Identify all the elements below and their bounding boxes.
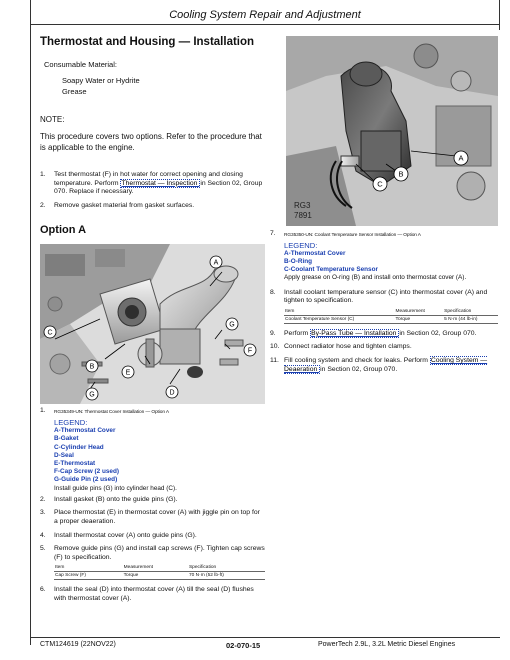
callout-a-label: A xyxy=(458,153,464,163)
spec-cell-specification: 5 N·m (44 lb-in) xyxy=(443,315,498,323)
callout-c-label: C xyxy=(377,179,383,189)
right-column xyxy=(270,36,498,379)
legend-item: G-Guide Pin (2 used) xyxy=(54,476,118,484)
bypass-tube-installation-link[interactable]: By-Pass Tube — Installation xyxy=(311,329,399,337)
step-5 xyxy=(40,545,265,562)
spec-cell-item: Coolant Temperature Sensor (C) xyxy=(284,315,395,323)
step-7 xyxy=(270,230,498,283)
plate-text-line2: 7891 xyxy=(294,211,312,220)
left-column xyxy=(40,36,265,609)
step-9 xyxy=(270,330,498,339)
consumable-label: Consumable Material: xyxy=(44,60,117,69)
footer-product: PowerTech 2.9L, 3.2L Metric Diesel Engines xyxy=(318,641,456,648)
step-text-pre: Test thermostat (F) in hot water for correct opening and closing temperature. Perform xyxy=(54,171,243,187)
step-text: Install coolant temperature sensor (C) into thermostat cover (A) and tighten to specification. xyxy=(284,288,488,305)
spec-header-item: Item xyxy=(54,564,123,572)
step-text-pre: Fill cooling system and check for leaks. Perform xyxy=(284,356,430,364)
step-text: Install the seal (D) into thermostat cover (A) till the seal (D) flushes with thermostat cover (A). xyxy=(54,586,254,602)
callout-g-lower-label: G xyxy=(89,391,95,399)
step-1-option-a xyxy=(40,407,265,492)
step-number: 1. xyxy=(40,171,46,178)
section-title: Thermostat and Housing — Installation xyxy=(40,36,255,48)
legend-title: LEGEND: xyxy=(284,240,318,250)
step-2-top xyxy=(40,202,265,211)
step-number: 3. xyxy=(40,509,46,517)
footer-doc-id: CTM124619 (22NOV22) xyxy=(40,641,116,648)
legend-item: A-Thermostat Cover xyxy=(54,427,116,435)
legend-item: B-O-Ring xyxy=(284,258,313,265)
spec-table-wrap xyxy=(270,308,498,324)
step-number: 9. xyxy=(270,329,276,337)
spec-header-measurement: Measurement xyxy=(395,308,444,316)
consumable-items: Soapy Water or Hydrite Grease xyxy=(62,76,140,96)
right-border xyxy=(499,0,500,30)
step-text xyxy=(284,357,498,374)
step-text-pre: Perform xyxy=(284,329,311,337)
callout-c-label: C xyxy=(47,329,53,337)
step-3 xyxy=(40,509,265,526)
step-text: Install guide pins (G) into cylinder head (C). xyxy=(54,484,177,492)
note-label: NOTE: xyxy=(40,115,65,124)
thermostat-cover-figure xyxy=(40,244,265,404)
page-header: Cooling System Repair and Adjustment xyxy=(169,9,361,21)
step-number: 4. xyxy=(40,531,46,539)
callout-d-label: D xyxy=(169,389,175,397)
legend-item: A-Thermostat Cover xyxy=(284,249,346,257)
step-10 xyxy=(270,343,498,352)
figure-caption: RG35350-UN: Coolant Temperature Sensor Installation — Option A xyxy=(284,233,421,238)
step-number: 5. xyxy=(40,545,46,553)
step-text: Install gasket (B) onto the guide pins (G). xyxy=(54,495,178,503)
legend xyxy=(284,242,498,283)
spec-cell-measurement: Torque xyxy=(123,572,188,580)
step-text-post: in Section 02, Group 070. xyxy=(320,365,398,373)
header-divider xyxy=(30,24,500,25)
step-2 xyxy=(40,496,265,505)
step-text: Remove guide pins (G) and install cap screws (F). Tighten cap screws (F) to specification. xyxy=(54,545,265,561)
footer-page-number: 02-070-15 xyxy=(226,641,261,650)
step-number: 7. xyxy=(270,230,276,237)
step-text: Place thermostat (E) in thermostat cover (A) with jiggle pin on top for a proper deaeration. xyxy=(54,509,260,525)
step-number: 6. xyxy=(40,586,46,594)
step-number: 2. xyxy=(40,201,46,209)
step-6 xyxy=(40,586,265,603)
legend xyxy=(54,419,265,493)
step-text: Install thermostat cover (A) onto guide pins (G). xyxy=(54,531,197,539)
step-number: 8. xyxy=(270,288,276,296)
legend-title: LEGEND: xyxy=(54,417,88,427)
spec-cell-item: Cap Screw (F) xyxy=(54,572,123,580)
callout-a-label: A xyxy=(213,259,219,267)
figure-caption: RG35349-UN: Thermostat Cover Installation — Option A xyxy=(54,410,169,416)
legend-item: E-Thermostat xyxy=(54,459,96,467)
callout-g-upper-label: G xyxy=(229,321,235,329)
step-number: 1. xyxy=(40,407,46,415)
step-text-post: in Section 02, Group 070. xyxy=(399,329,477,337)
cooling-system-deaeration-link[interactable]: Cooling System — Deaeration xyxy=(284,356,488,373)
callout-b-label: B xyxy=(398,169,404,179)
legend-item: D-Seal xyxy=(54,451,74,459)
step-number: 2. xyxy=(40,495,46,503)
coolant-sensor-figure xyxy=(286,36,498,226)
legend-item: C-Coolant Temperature Sensor xyxy=(284,266,378,274)
thermostat-inspection-link[interactable]: Thermostat — Inspection xyxy=(121,179,200,187)
option-a-heading: Option A xyxy=(40,224,87,237)
callout-e-label: E xyxy=(125,369,131,377)
spec-cell-measurement: Torque xyxy=(395,315,444,323)
spec-header-specification: Specification xyxy=(188,564,265,572)
legend-item: C-Cylinder Head xyxy=(54,443,104,451)
legend-item: F-Cap Screw (2 used) xyxy=(54,468,119,476)
step-text xyxy=(284,330,498,339)
callout-f-label: F xyxy=(247,347,253,355)
step-1-top xyxy=(40,171,265,197)
step-number: 10. xyxy=(270,343,280,351)
note-text: This procedure covers two options. Refer to the procedure that is applicable to the engine. xyxy=(40,132,262,152)
step-number: 11. xyxy=(270,356,279,364)
step-text-post: in Section 02, Group 070. Replace if necessary. xyxy=(54,179,263,196)
step-11 xyxy=(270,357,498,374)
spec-header-specification: Specification xyxy=(443,308,498,316)
sensor-spec-table xyxy=(284,308,498,324)
step-text: Remove gasket material from gasket surfaces. xyxy=(54,201,195,209)
step-4 xyxy=(40,532,265,541)
plate-text-line1: RG3 xyxy=(294,201,311,210)
left-border xyxy=(30,0,31,645)
step-8 xyxy=(270,289,498,306)
legend-item: B-Gaket xyxy=(54,435,79,443)
spec-cell-specification: 70 N·m (52 lb-ft) xyxy=(188,572,265,580)
callout-b-label: B xyxy=(89,363,95,371)
spec-header-measurement: Measurement xyxy=(123,564,188,572)
step-text xyxy=(54,171,265,197)
spec-header-item: Item xyxy=(284,308,395,316)
spec-table-wrap xyxy=(40,564,265,580)
cap-screw-spec-table xyxy=(54,564,265,580)
footer-divider xyxy=(30,637,500,638)
step-text: Apply grease on O-ring (B) and install onto thermostat cover (A). xyxy=(284,274,467,282)
step-text: Connect radiator hose and tighten clamps. xyxy=(284,343,412,351)
